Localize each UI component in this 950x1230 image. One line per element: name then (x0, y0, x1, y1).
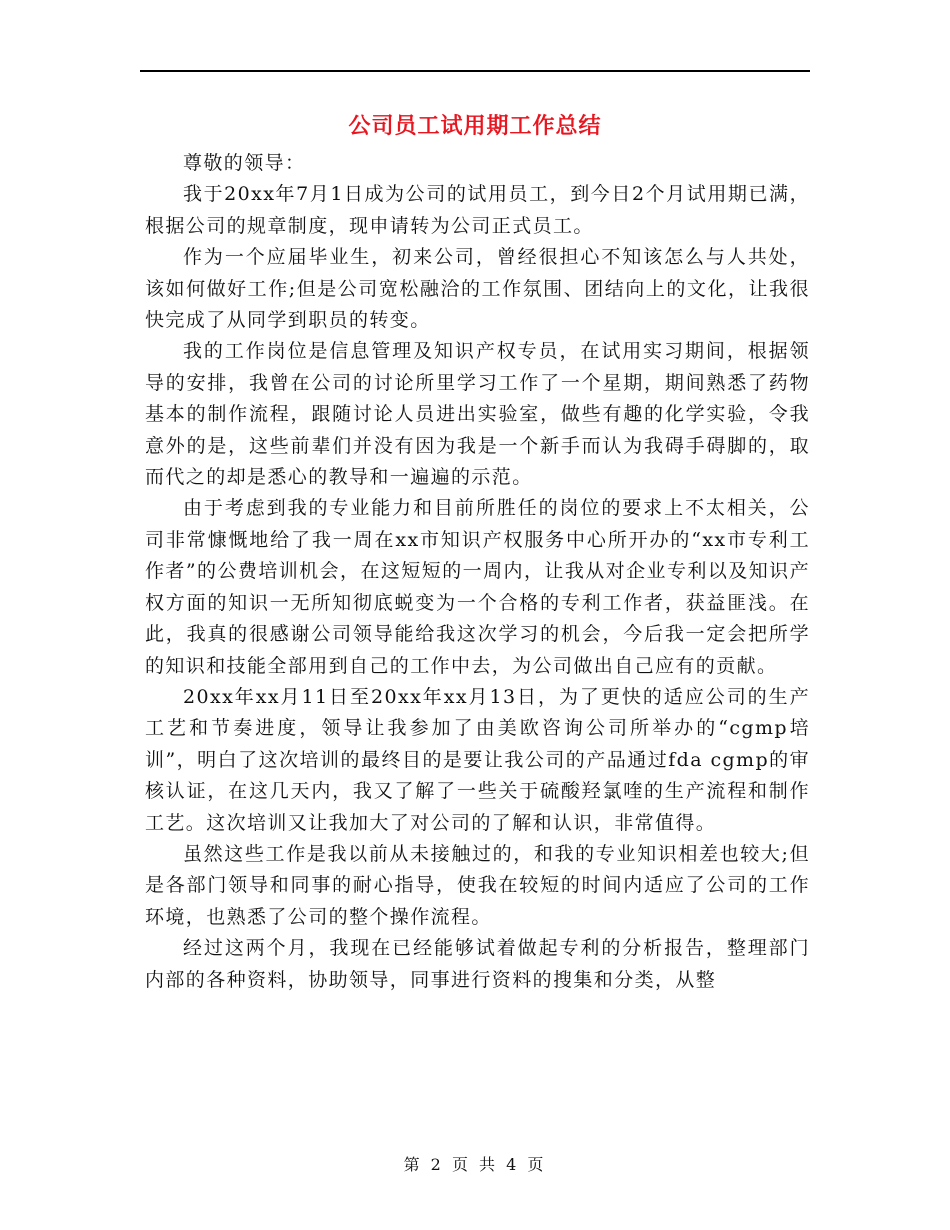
body-paragraph: 我于20xx年7月1日成为公司的试用员工，到今日2个月试用期已满，根据公司的规章制度，现申请转为公司正式员工。 (145, 183, 810, 237)
body-paragraph: 作为一个应届毕业生，初来公司，曾经很担心不知该怎么与人共处，该如何做好工作;但是公司宽松融洽的工作氛围、团结向上的文化，让我很快完成了从同学到职员的转变。 (145, 246, 810, 332)
body-paragraph: 经过这两个月，我现在已经能够试着做起专利的分析报告，整理部门内部的各种资料，协助领导，同事进行资料的搜集和分类，从整 (145, 937, 810, 991)
document-title: 公司员工试用期工作总结 (348, 113, 602, 139)
body-paragraph: 20xx年xx月11日至20xx年xx月13日，为了更快的适应公司的生产工艺和节奏进度，领导让我参加了由美欧咨询公司所举办的“cgmp培训”，明白了这次培训的最终目的是要让我公司的产品通过fda cgmp的审核认证，在这几天内，我又了解了一些关于硫酸羟氯喹的生产流程和制作工艺。这次培训又让我加大了对公司的了解和认识，非常值得。 (145, 685, 810, 834)
page-number-label: 第 2 页 共 4 页 (403, 1155, 547, 1174)
body-paragraph: 虽然这些工作是我以前从未接触过的，和我的专业知识相差也较大;但是各部门领导和同事的耐心指导，使我在较短的时间内适应了公司的工作环境，也熟悉了公司的整个操作流程。 (145, 842, 810, 928)
body-paragraph: 由于考虑到我的专业能力和目前所胜任的岗位的要求上不太相关，公司非常慷慨地给了我一周在xx市知识产权服务中心所开办的“xx市专利工作者”的公费培训机会，在这短短的一周内，让我从对企业专利以及知识产权方面的知识一无所知彻底蜕变为一个合格的专利工作者，获益匪浅。在此，我真的很感谢公司领导能给我这次学习的机会，今后我一定会把所学的知识和技能全部用到自己的工作中去，为公司做出自己应有的贡献。 (145, 497, 810, 677)
header-rule (140, 70, 810, 72)
salutation: 尊敬的领导： (183, 152, 306, 174)
page-number-footer (140, 1153, 810, 1177)
body-paragraph: 我的工作岗位是信息管理及知识产权专员，在试用实习期间，根据领导的安排，我曾在公司的讨论所里学习工作了一个星期，期间熟悉了药物基本的制作流程，跟随讨论人员进出实验室，做些有趣的化学实验，令我意外的是，这些前辈们并没有因为我是一个新手而认为我碍手碍脚的，取而代之的却是悉心的教导和一遍遍的示范。 (145, 340, 810, 489)
document-body (145, 148, 810, 996)
